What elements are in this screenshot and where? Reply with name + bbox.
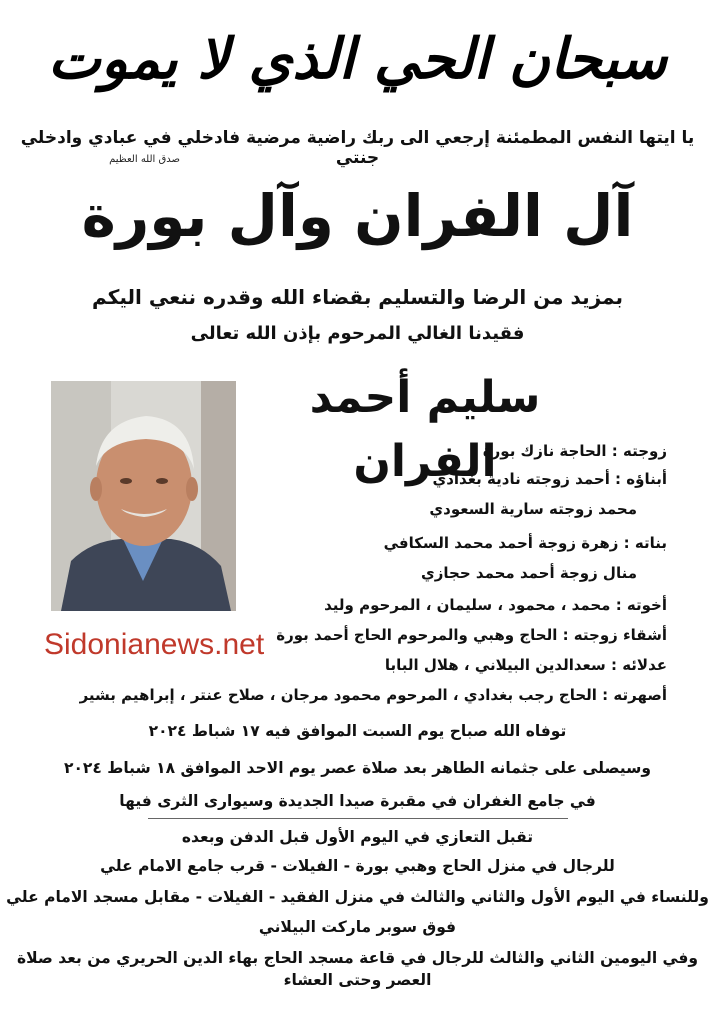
- deceased-name: سليم أحمد الفران: [309, 372, 541, 487]
- intro-line-2: فقيدنا الغالي المرحوم بإذن الله تعالى: [190, 323, 525, 344]
- condolence-line-5: وفي اليومين الثاني والثالث للرجال في قاعة مسجد الحاج بهاء الدين الحريري من بعد صلاة العصر وحتى العشاء: [16, 949, 699, 989]
- verse-signature: صدق الله العظيم: [109, 154, 180, 165]
- family-title: آل الفران وآل بورة: [81, 182, 634, 250]
- intro-line-1: بمزيد من الرضا والتسليم بقضاء الله وقدره ننعي اليكم: [92, 285, 623, 309]
- relative-sons-in-law: أصهرته : الحاج رجب بغدادي ، المرحوم محمود مرجان ، صلاح عنتر ، إبراهيم بشير: [79, 686, 667, 704]
- relative-son-2: محمد زوجته سارية السعودي: [429, 500, 637, 518]
- condolence-line-4: فوق سوبر ماركت البيلاني: [258, 918, 457, 936]
- relative-daughter-2: منال زوجة أحمد محمد حجازي: [421, 564, 637, 582]
- condolence-line-2: للرجال في منزل الحاج وهبي بورة - الفيلات - قرب جامع الامام علي: [100, 857, 615, 875]
- relative-sons: أبناؤه : أحمد زوجته نادية بغدادي: [432, 470, 667, 488]
- relative-wife-brothers: أشقاء زوجته : الحاج وهبي والمرحوم الحاج أحمد بورة: [276, 626, 667, 644]
- funeral-line-1: توفاه الله صباح يوم السبت الموافق فيه ١٧ شباط ٢٠٢٤: [148, 722, 567, 740]
- condolence-line-1: تقبل التعازي في اليوم الأول قبل الدفن وبعده: [181, 828, 534, 846]
- relative-brothers: أخوته : محمد ، محمود ، سليمان ، المرحوم وليد: [324, 596, 667, 614]
- divider: [148, 818, 568, 819]
- relative-wife: زوجته : الحاجة نازك بورة: [482, 442, 667, 460]
- condolence-line-3: وللنساء في اليوم الأول والثاني والثالث في منزل الفقيد - الفيلات - مقابل مسجد الامام علي: [6, 888, 709, 906]
- relative-in-laws: عدلائه : سعدالدين البيلاني ، هلال البابا: [384, 656, 667, 674]
- watermark: Sidonianews.net: [44, 628, 265, 661]
- funeral-line-2: وسيصلى على جثمانه الطاهر بعد صلاة عصر يوم الاحد الموافق ١٨ شباط ٢٠٢٤: [64, 759, 651, 777]
- relative-daughters: بناته : زهرة زوجة أحمد محمد السكافي: [383, 534, 667, 552]
- calligraphy-header: سبحان الحي الذي لا يموت: [48, 26, 667, 92]
- funeral-line-3: في جامع الغفران في مقبرة صيدا الجديدة وسيوارى الثرى فيها: [119, 792, 596, 810]
- quran-verse: يا ايتها النفس المطمئنة إرجعي الى ربك راضية مرضية فادخلي في عبادي وادخلي جنتي: [20, 128, 695, 168]
